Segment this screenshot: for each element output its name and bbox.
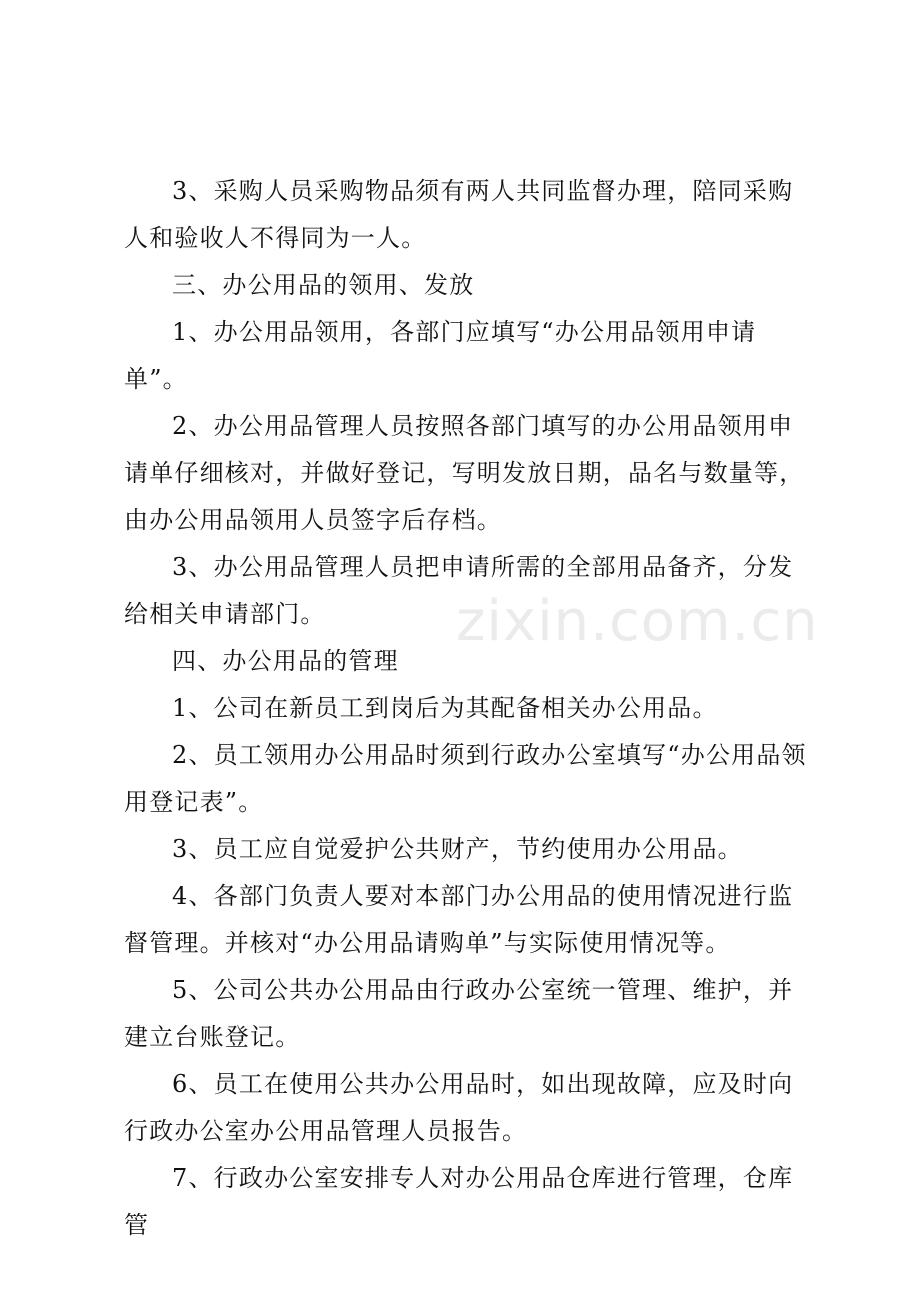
paragraph-management-3: 3、员工应自觉爱护公共财产，节约使用办公用品。 — [172, 835, 743, 863]
section-heading-distribution: 三、办公用品的领用、发放 — [172, 271, 475, 299]
document-body — [124, 168, 814, 1249]
paragraph-distribution-1: 1、办公用品领用，各部门应填写“办公用品领用申请单”。 — [124, 318, 757, 393]
paragraph-management-1: 1、公司在新员工到岗后为其配备相关办公用品。 — [172, 694, 718, 722]
paragraph-management-2: 2、员工领用办公用品时须到行政办公室填写“办公用品领用登记表”。 — [124, 741, 807, 816]
paragraph-management-7: 7、行政办公室安排专人对办公用品仓库进行管理，仓库管 — [124, 1164, 794, 1239]
paragraph-distribution-2: 2、办公用品管理人员按照各部门填写的办公用品领用申请单仔细核对，并做好登记，写明发放日期，品名与数量等，由办公用品领用人员签字后存档。 — [124, 412, 805, 534]
paragraph-management-5: 5、公司公共办公用品由行政办公室统一管理、维护，并建立台账登记。 — [124, 976, 794, 1051]
section-heading-management: 四、办公用品的管理 — [172, 647, 399, 675]
paragraph-procurement-3: 3、采购人员采购物品须有两人共同监督办理，陪同采购人和验收人不得同为一人。 — [124, 177, 794, 252]
paragraph-distribution-3: 3、办公用品管理人员把申请所需的全部用品备齐，分发给相关申请部门。 — [124, 553, 794, 628]
watermark: zixin.com.cn — [456, 589, 819, 654]
paragraph-management-4: 4、各部门负责人要对本部门办公用品的使用情况进行监督管理。并核对“办公用品请购单”与实际使用情况等。 — [124, 882, 794, 957]
paragraph-management-6: 6、员工在使用公共办公用品时，如出现故障，应及时向行政办公室办公用品管理人员报告。 — [124, 1070, 794, 1145]
